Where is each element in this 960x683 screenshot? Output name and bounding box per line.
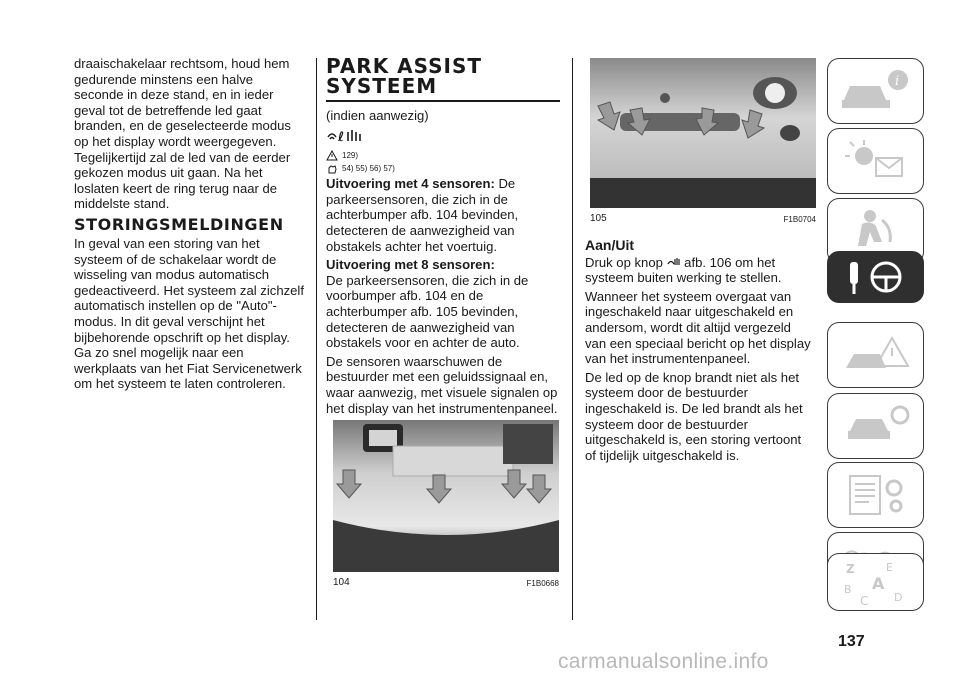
index-icon (836, 557, 916, 607)
car-info-icon (836, 66, 916, 116)
figure-number: 104 (333, 577, 350, 588)
index-letter: E (885, 561, 893, 574)
column-divider (572, 58, 573, 620)
column-1 (74, 56, 306, 395)
index-letter: D (893, 591, 902, 604)
park-sensor-button-icon (667, 256, 681, 268)
figure-number: 105 (590, 213, 607, 224)
caution-references: 54) 55) 56) 57) (342, 163, 395, 173)
paragraph-4-sensors: De parkeersensoren, die zich in de achterbumper afb. 104 bevinden, detecteren de aanwezigheid van obstakels achter het voertuig. (326, 176, 519, 254)
warning-lights-icon (836, 136, 916, 186)
paragraph-display-message: Wanneer het systeem overgaat van ingeschakeld naar uitgeschakeld en andersom, wordt dit altijd vergezeld van een speciaal bericht op het display van het instrumentenpaneel. (585, 288, 811, 367)
park-assist-icon (326, 127, 560, 149)
tab-starting-driving[interactable] (827, 251, 924, 303)
availability-note: (indien aanwezig) (326, 108, 429, 123)
caution-hand-icon (326, 163, 338, 174)
index-letter: A (871, 574, 884, 593)
column-divider (316, 58, 317, 620)
tab-emergency[interactable] (827, 322, 924, 388)
index-letter: Z (845, 562, 855, 576)
paragraph-button-end: afb. 106 om het systeem buiten werking te stellen. (585, 254, 782, 286)
paragraph-8-sensors: De parkeersensoren, die zich in de voorbumper afb. 104 en de achterbumper afb. 105 bevinden, detecteren de aanwezigheid van obstakels voor en achter de auto. (326, 272, 529, 351)
tab-maintenance[interactable] (827, 393, 924, 459)
index-letter: B (843, 583, 852, 596)
rear-bumper-illustration (333, 420, 559, 572)
intro-paragraph: draaischakelaar rechtsom, houd hem gedurende minstens een halve seconde in deze stand, en in ieder geval tot de betreffende led gaat branden, en de geselecteerde modus op het display wordt weergegeven. Tegelijkertijd zal de led van de eerder gekozen modus uit gaan. Na het loslaten keert de ring terug naar de middelste stand. (74, 56, 291, 212)
safety-airbag-icon (836, 206, 916, 256)
front-bumper-illustration (590, 58, 816, 208)
key-steering-wheel-icon (836, 256, 916, 298)
maintenance-icon (836, 401, 916, 451)
tab-technical-data[interactable] (827, 462, 924, 528)
tab-warning-lights[interactable] (827, 128, 924, 194)
storing-paragraph: In geval van een storing van het systeem of de schakelaar wordt de wisseling van modus automatisch gedeactiveerd. Het systeem zal zichzelf automatisch instellen op de "Auto"-modus. In dit geval verschijnt het bijbehorende opschrift op het display. Ga zo snel mogelijk naar een werkplaats van het Fiat Servicenetwerk om het systeem te laten controleren. (74, 235, 304, 392)
emergency-icon (836, 330, 916, 380)
section-heading-aan-uit: Aan/Uit (585, 237, 634, 253)
section-title: PARK ASSIST SYSTEEM (326, 54, 483, 98)
figure-code: F1B0704 (783, 215, 816, 224)
title-rule (326, 100, 560, 102)
page-number: 137 (838, 633, 865, 650)
section-heading-storingsmeldingen: STORINGSMELDINGEN (74, 214, 284, 234)
figure-105 (590, 58, 816, 224)
svg-text:i: i (894, 74, 899, 89)
figure-104 (333, 420, 559, 588)
subheading-4-sensors: Uitvoering met 4 sensoren: (326, 176, 495, 192)
paragraph-led: De led op de knop brandt niet als het systeem door de bestuurder ingeschakeld is. De led brandt als het systeem door de bestuurder uitgeschakeld is, een storing vertoont of tijdelijk uitgeschakeld is. (585, 369, 803, 463)
technical-data-icon (836, 470, 916, 520)
column-3 (585, 238, 815, 466)
warning-triangle-icon (326, 150, 338, 161)
tab-car-info[interactable] (827, 58, 924, 124)
warning-reference: 129) (342, 150, 359, 160)
paragraph-button-start: Druk op knop (585, 254, 663, 270)
index-letter: C (859, 594, 868, 607)
tab-index[interactable] (827, 553, 924, 611)
subheading-8-sensors: Uitvoering met 8 sensoren: (326, 257, 495, 273)
watermark: carmanualsonline.info (558, 650, 769, 673)
column-2 (326, 56, 560, 419)
paragraph-signals: De sensoren waarschuwen de bestuurder met een geluidssignaal en, waar aanwezig, met visuele signalen op het display van het instrumentenpaneel. (326, 353, 558, 416)
figure-code: F1B0668 (526, 579, 559, 588)
svg-text:ℓ: ℓ (338, 129, 345, 145)
